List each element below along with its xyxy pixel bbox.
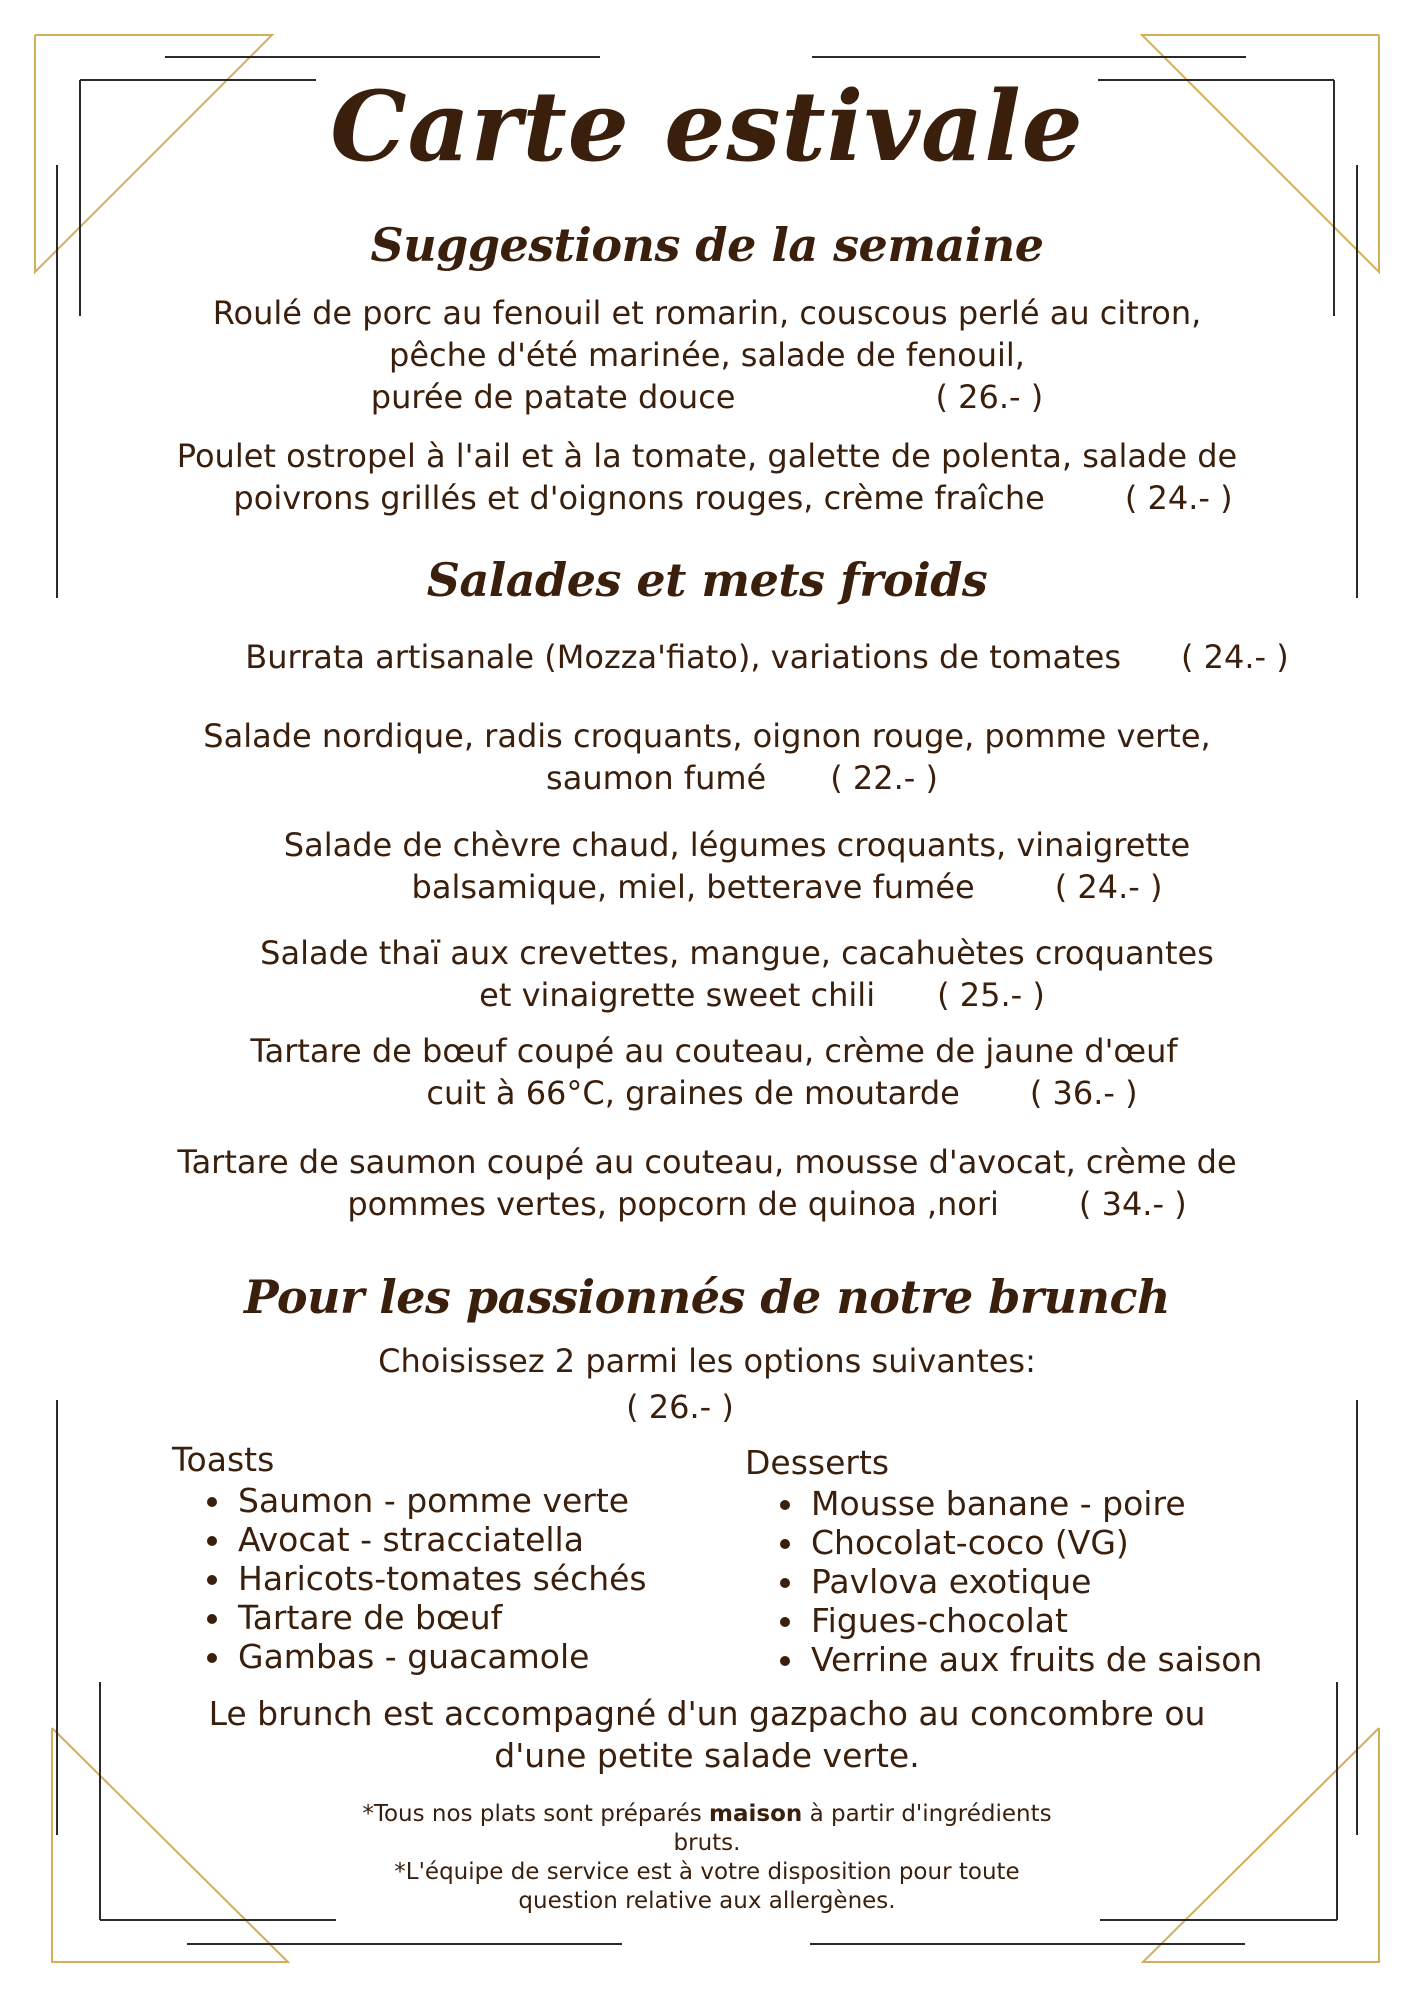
dish-price: ( 22.- ) [830,759,938,797]
dish-line: Burrata artisanale (Mozza'fiato), variations de tomates [245,638,1121,676]
dish-price: ( 34.- ) [1078,1185,1187,1223]
desserts-column [745,1443,1345,1679]
list-item: • Chocolat-coco (VG) [807,1523,1345,1562]
dish-line: Tartare de saumon coupé au couteau, mousse d'avocat, crème de [177,1143,1237,1181]
footnote-line: *L'équipe de service est à votre disposition pour toute [394,1859,1020,1885]
dish-line: Salade nordique, radis croquants, oignon rouge, pomme verte, [203,717,1211,755]
accompaniment-line: d'une petite salade verte. [494,1736,920,1775]
dish-line: pommes vertes, popcorn de quinoa ,nori [347,1185,999,1223]
list-item: • Figues-chocolat [807,1601,1345,1640]
menu-item [0,715,1414,799]
list-item: • Haricots-tomates séchés [234,1559,712,1598]
dish-line: pêche d'été marinée, salade de fenouil, [389,336,1025,374]
section-heading-suggestions: Suggestions de la semaine [370,218,1044,272]
dish-line: Poulet ostropel à l'ail et à la tomate, galette de polenta, salade de [176,437,1238,475]
page-title: Carte estivale [330,70,1084,183]
footnote-line: bruts. [673,1830,741,1856]
brunch-price: ( 26.- ) [626,1388,734,1426]
menu-item [0,824,1414,908]
menu-item [0,1141,1414,1225]
list-item: • Verrine aux fruits de saison [807,1640,1345,1679]
toasts-list [172,1481,712,1676]
dish-line: Salade de chèvre chaud, légumes croquants, vinaigrette [283,826,1191,864]
dish-price: ( 26.- ) [935,378,1044,416]
list-item: • Avocat - stracciatella [234,1520,712,1559]
list-item: • Tartare de bœuf [234,1598,712,1637]
brunch-accompaniment [0,1693,1414,1777]
menu-item [0,292,1414,418]
dish-line: balsamique, miel, betterave fumée [411,868,975,906]
menu-item [0,932,1414,1016]
dish-line: purée de patate douce [370,378,736,416]
list-item: • Gambas - guacamole [234,1637,712,1676]
dish-price: ( 24.- ) [1054,868,1163,906]
dish-line: Salade thaï aux crevettes, mangue, cacahuètes croquantes [260,934,1214,972]
menu-item [0,435,1414,519]
accompaniment-line: Le brunch est accompagné d'un gazpacho au concombre ou [208,1694,1206,1733]
toasts-column [172,1440,712,1676]
brunch-intro: Choisissez 2 parmi les options suivantes: [378,1342,1036,1380]
dish-line: cuit à 66°C, graines de moutarde [426,1074,960,1112]
dish-price: ( 24.- ) [1124,479,1233,517]
dish-line: poivrons grillés et d'oignons rouges, crème fraîche [233,479,1045,517]
footnote-line: *Tous nos plats sont préparés maison à partir d'ingrédients [362,1801,1052,1827]
dish-line: saumon fumé [546,759,767,797]
toasts-heading: Toasts [172,1440,275,1479]
list-item: • Saumon - pomme verte [234,1481,712,1520]
footnotes [0,1800,1414,1916]
section-heading-salades: Salades et mets froids [426,553,988,607]
footnote-line: question relative aux allergènes. [518,1888,896,1914]
footnote-bold-word: maison [709,1801,803,1827]
dish-price: ( 24.- ) [1181,638,1289,676]
desserts-list [745,1484,1345,1679]
section-heading-brunch: Pour les passionnés de notre brunch [244,1270,1170,1324]
dish-line: et vinaigrette sweet chili [479,976,876,1014]
dish-price: ( 25.- ) [937,976,1045,1014]
menu-item [0,1030,1414,1114]
desserts-heading: Desserts [745,1443,890,1482]
list-item: • Pavlova exotique [807,1562,1345,1601]
dish-line: Roulé de porc au fenouil et romarin, couscous perlé au citron, [212,294,1202,332]
menu-item [0,636,1414,678]
dish-line: Tartare de bœuf coupé au couteau, crème de jaune d'œuf [250,1032,1178,1070]
list-item: • Mousse banane - poire [807,1484,1345,1523]
dish-price: ( 36.- ) [1029,1074,1138,1112]
